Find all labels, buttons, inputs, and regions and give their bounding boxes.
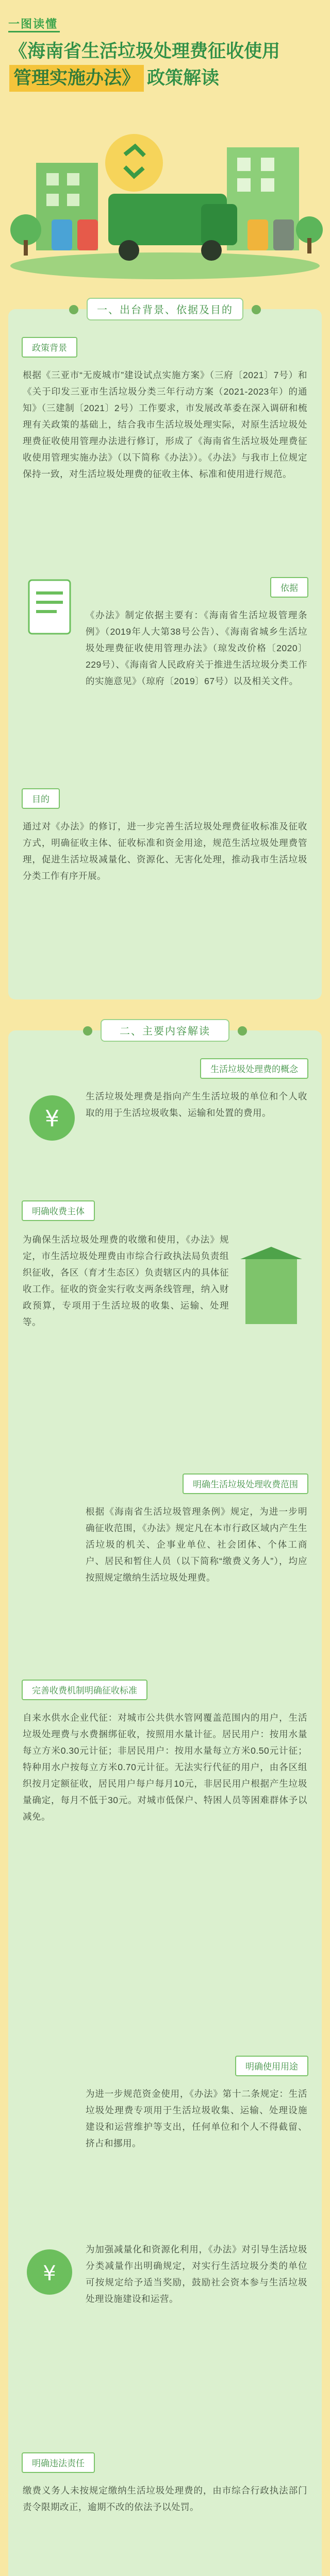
tag-concept: 生活垃圾处理费的概念 (200, 1058, 308, 1079)
paragraph: 为进一步规范资金使用，《办法》第十二条规定：生活垃圾处理费专项用于生活垃圾收集、运输、处理设施建设和运营维护等支出，任何单位和个人不得截留、挤占和挪用。 (86, 2089, 307, 2148)
tag-collector: 明确收费主体 (22, 1200, 95, 1221)
paragraph: 《办法》制定依据主要有：《海南省生活垃圾管理条例》（2019年人大第38号公告）、《海南省城乡生活垃圾处理费征收使用管理办法》（琼发改价格〔2020〕229号）、《海南省人民政府关于推进生活垃圾分类工作的实施意见》（琼府〔2019〕67号）以及相关文件。 (86, 610, 307, 686)
tag-liability: 明确违法责任 (22, 2452, 95, 2473)
section-background (8, 1026, 322, 2576)
paragraph: 通过对《办法》的修订，进一步完善生活垃圾处理费征收标准及征收方式，明确征收主体、征收标准和资金用途，规范生活垃圾处理费管理，促进生活垃圾减量化、资源化、无害化处理，推动我市生活垃圾分类工作有序开展。 (23, 821, 307, 881)
hero-banner (0, 0, 330, 289)
hero-title-tail: 政策解读 (147, 68, 220, 88)
paragraph: 根据《海南省生活垃圾管理条例》规定，为进一步明确征收范围，《办法》规定凡在本市行政区域内产生生活垃圾的机关、企事业单位、社会团体、个体工商户、居民和暂住人员（以下简称“缴费义务人”），均应按照规定缴纳生活垃圾处理费。 (86, 1506, 307, 1583)
paragraph: 生活垃圾处理费是指向产生生活垃圾的单位和个人收取的用于生活垃圾收集、运输和处置的费用。 (86, 1091, 307, 1118)
paragraph: 自来水供水企业代征：对城市公共供水管网覆盖范围内的用户，生活垃圾处理费与水费捆绑征收，按照用水量计征。居民用户：按用水量每立方米0.30元计征；非居民用户：按用水量每立方米0.50元计征；特种用水户按每立方米0.70元计征。无法实行代征的用户，由各区组织按月定额征收，居民用户每户每月10元，非居民用户根据产生垃圾量确定，每月不低于30元。对城市低保户、特困人员等困难群体予以减免。 (23, 1713, 307, 1822)
tag-purpose: 目的 (22, 788, 60, 809)
tag-standard: 完善收费机制明确征收标准 (22, 1680, 147, 1700)
svg-text:¥: ¥ (43, 2262, 56, 2285)
section-title: 二、主要内容解读 (101, 1019, 229, 1042)
document-icon (24, 577, 80, 639)
hero-title (9, 38, 321, 92)
hero-kicker: 一图读懂 (8, 18, 58, 30)
paragraph: 为加强减量化和资源化利用，《办法》对引导生活垃圾分类减量作出明确规定，对实行生活垃圾分类的单位可按规定给予适当奖励，鼓励社会资本参与生活垃圾处理设施建设和运营。 (86, 2244, 307, 2304)
tag-basis: 依据 (270, 577, 308, 598)
yuan-coin-icon (24, 2246, 75, 2298)
tag-usage: 明确使用用途 (235, 2056, 308, 2076)
recycle-icon (105, 134, 163, 192)
hero-illustration (5, 101, 325, 281)
section-background (8, 304, 322, 999)
trash-bin-icon (248, 219, 268, 250)
trash-bin-icon (52, 219, 72, 250)
paragraph: 为确保生活垃圾处理费的收缴和使用，《办法》规定，市生活垃圾处理费由市综合行政执法局负责组织征收，各区（育才生态区）负责辖区内的具体征收工作。征收的资金实行收支两条线管理，纳入财政预算，专项用于生活垃圾的收集、运输、处理等。 (23, 1234, 229, 1327)
trash-bin-icon (77, 219, 98, 250)
building-icon (240, 1247, 302, 1329)
paragraph: 根据《三亚市“无废城市”建设试点实施方案》（三府〔2021〕7号）和《关于印发三亚市生活垃圾分类三年行动方案（2021-2023年）的通知》（三建制〔2021〕2号）工作要求，市发展改革委在深入调研和梳理有关政策的基础上，结合我市生活垃圾处理实际，对原生活垃圾处理费征收使用管理办法进行修订，形成了《海南省生活垃圾处理费征收使用管理实施办法》（以下简称《办法》）。《办法》与我市上位规定保持一致，对生活垃圾处理费的征收主体、标准和使用进行规范。 (23, 370, 307, 479)
paragraph: 缴费义务人未按规定缴纳生活垃圾处理费的，由市综合行政执法部门责令限期改正，逾期不改的依法予以处罚。 (23, 2485, 307, 2512)
tag-policy-background: 政策背景 (22, 337, 77, 358)
hero-title-highlight: 管理实施办法》 (9, 65, 144, 92)
trash-bin-icon (273, 219, 294, 250)
kicker-underline (8, 31, 60, 32)
hero-title-line1: 《海南省生活垃圾处理费征收使用 (9, 41, 280, 61)
svg-text:¥: ¥ (45, 1106, 59, 1132)
section-title: 一、出台背景、依据及目的 (87, 298, 243, 320)
money-bag-icon (24, 1087, 80, 1144)
tag-scope: 明确生活垃圾处理收费范围 (183, 1473, 308, 1494)
